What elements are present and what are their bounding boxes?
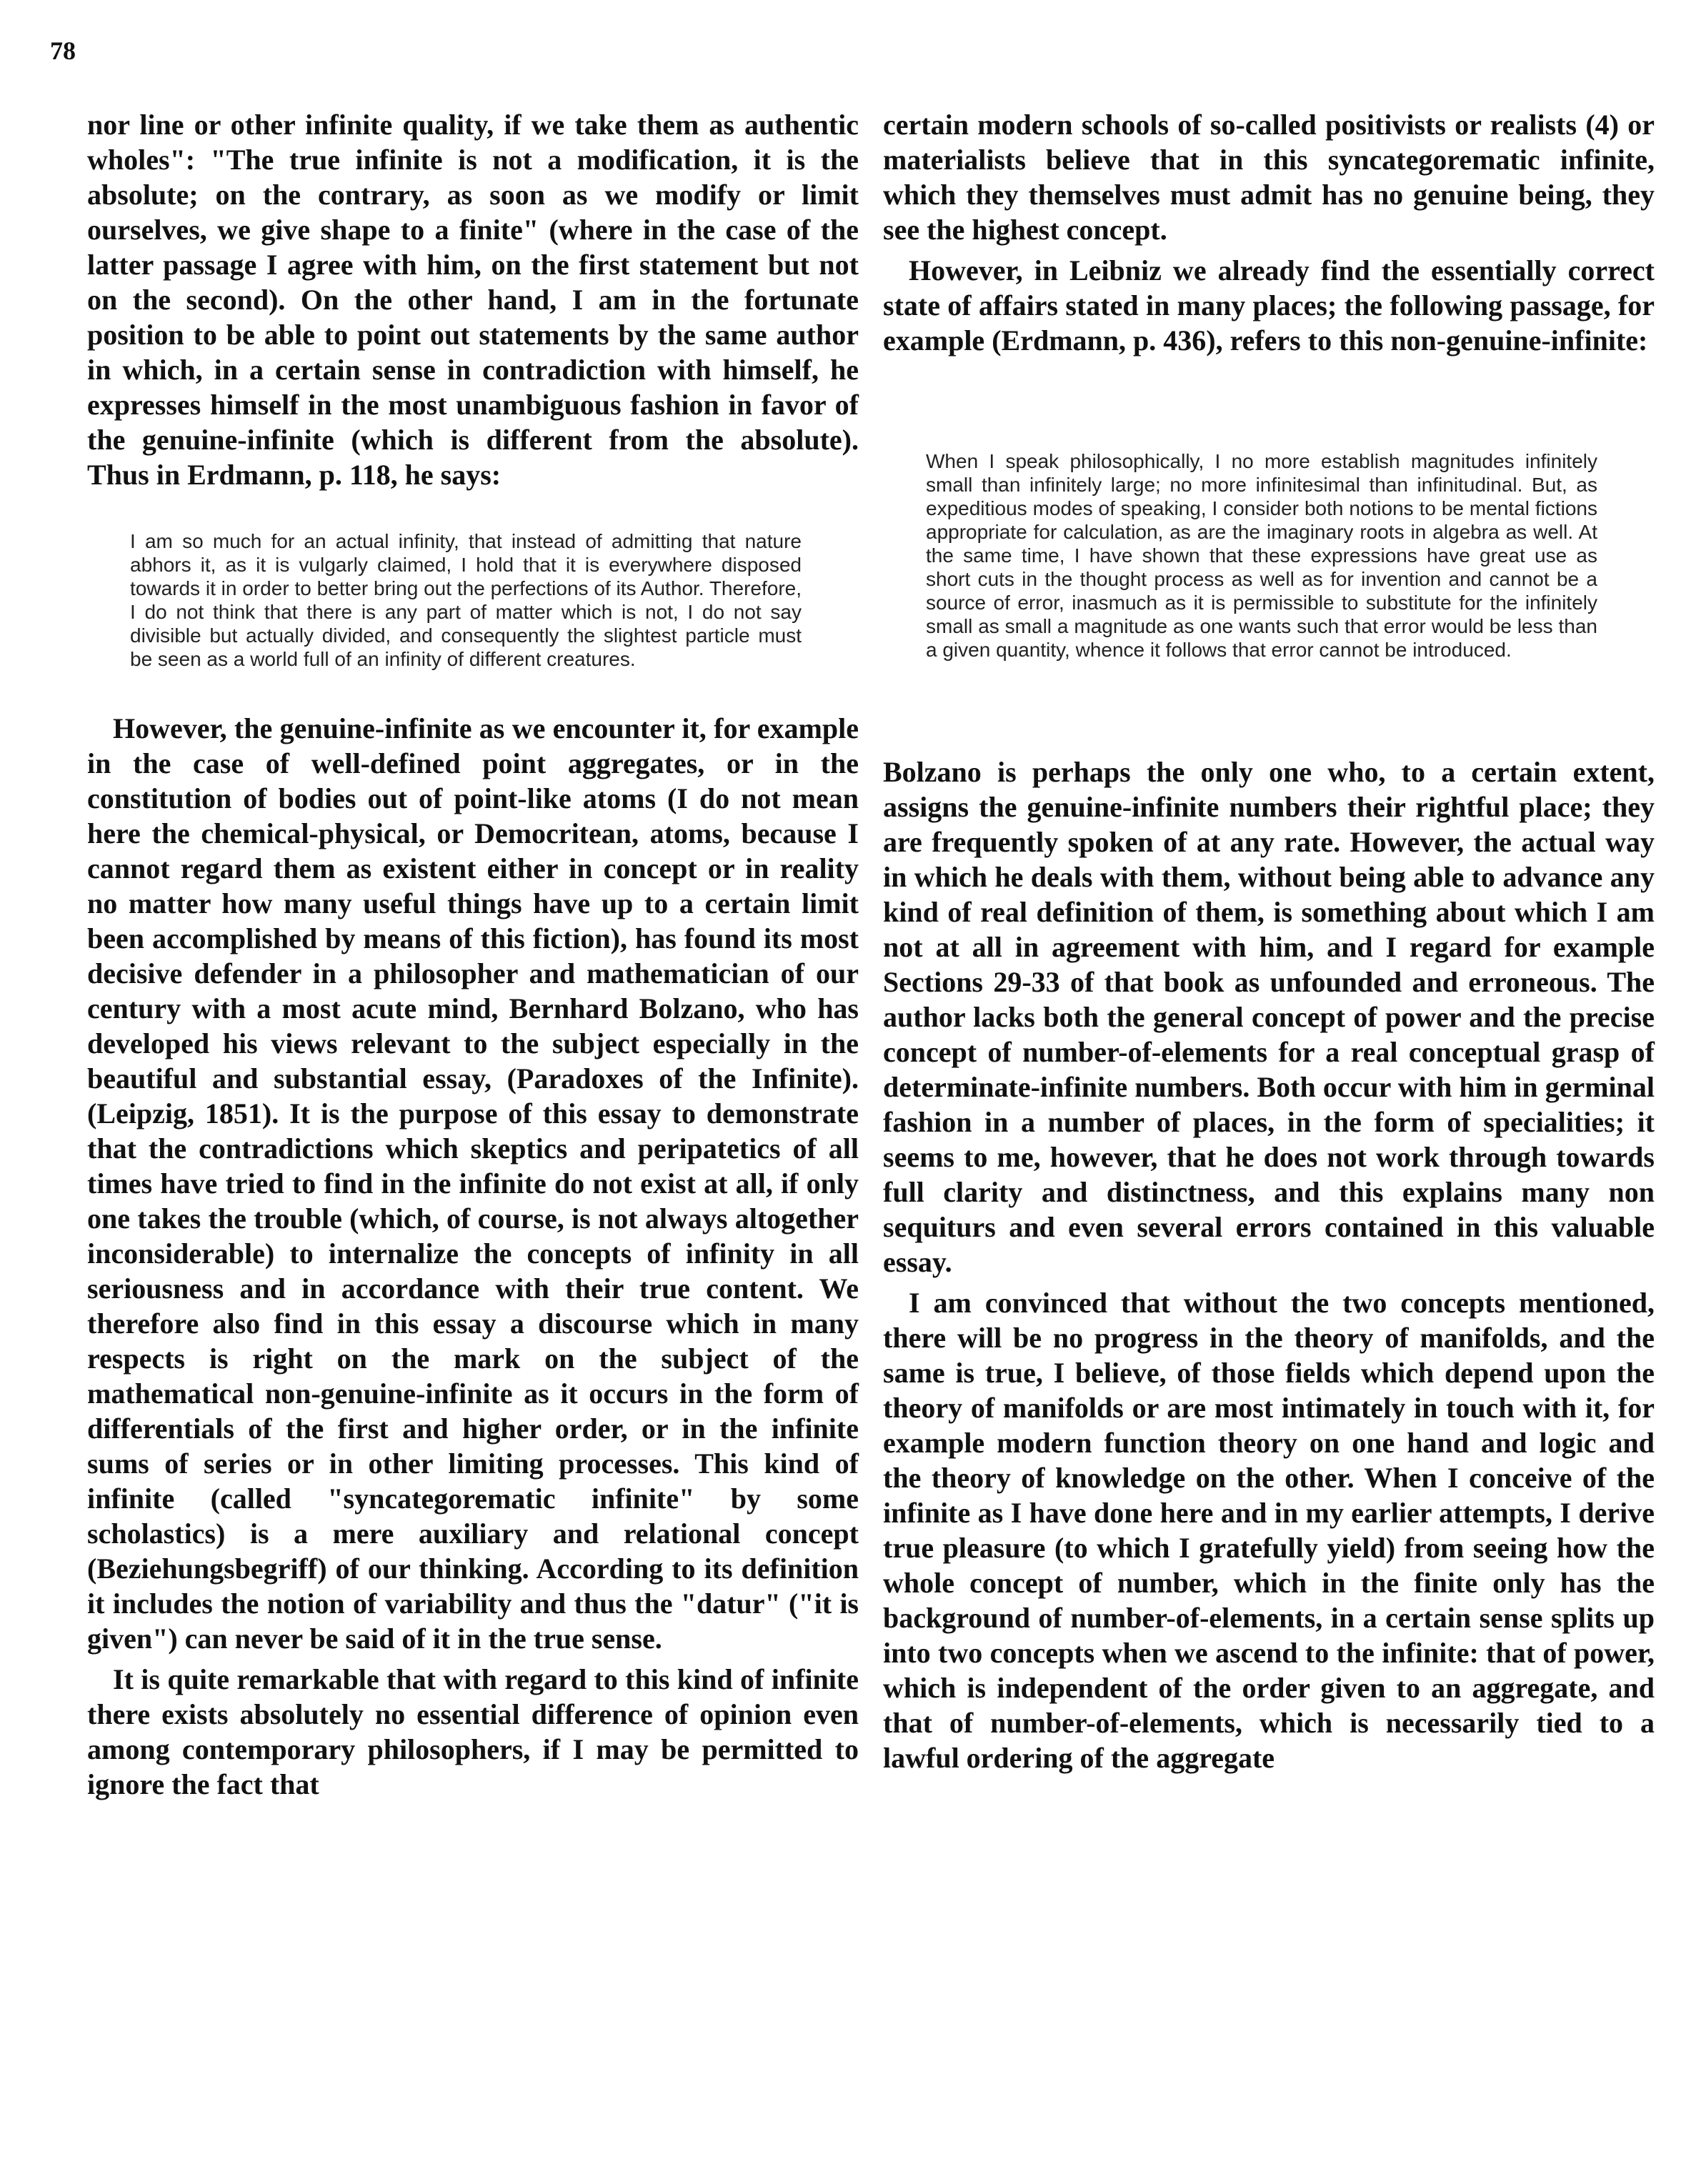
- left-block-quote: I am so much for an actual infinity, that instead of admitting that nature abhors it, as it is vulgarly claimed, I hold that it is everywhere disposed towards it in order to better bring out the perfections of its Author. Therefore, I do not think that there is any part of matter which is not, I do not say divisible but actually divided, and consequently the slightest particle must be seen as a world full of an infinity of different creatures.: [130, 530, 802, 670]
- right-paragraph-3: Bolzano is perhaps the only one who, to a certain extent, assigns the genuine-infinite numbers their rightful place; they are frequently spoken of at any rate. However, the actual way in which he deals with them, without being able to advance any kind of real definition of them, is something about which I am not at all in agreement with him, and I regard for example Sections 29-33 of that book as unfounded and erroneous. The author lacks both the general concept of power and the precise concept of number-of-elements for a real conceptual grasp of determinate-infinite numbers. Both occur with him in germinal fashion in a number of places, in the form of specialities; it seems to me, however, that he does not work through towards full clarity and distinctness, and this explains many non sequiturs and even several errors contained in this valuable essay.: [883, 756, 1655, 1278]
- left-paragraph-1: nor line or other infinite quality, if we take them as authentic wholes": "The true infinite is not a modification, it is the absolute; on the contrary, as soon as we modify or limit ourselves, we give shape to a finite" (where in the case of the latter passage I agree with him, on the first statement but not on the second). On the other hand, I am in the fortunate position to be able to point out statements by the same author in which, in a certain sense in contradiction with himself, he expresses himself in the most unambiguous fashion in favor of the genuine-infinite (which is different from the absolute). Thus in Erdmann, p. 118, he says:: [87, 109, 859, 491]
- right-column: [883, 107, 1655, 1775]
- right-paragraph-2: However, in Leibniz we already find the essentially correct state of affairs stated in many places; the following passage, for example (Erdmann, p. 436), refers to this non-genuine-infinite:: [883, 254, 1655, 356]
- page-number: 78: [50, 36, 76, 65]
- right-paragraph-4: I am convinced that without the two concepts mentioned, there will be no progress in the theory of manifolds, and the same is true, I believe, of those fields which depend upon the theory of manifolds or are most intimately in touch with it, for example modern function theory on one hand and logic and the theory of knowledge on the other. When I conceive of the infinite as I have done here and in my earlier attempts, I derive true pleasure (to which I gratefully yield) from seeing how the whole concept of number, which in the finite only has the background of number-of-elements, in a certain sense splits up into two concepts when we ascend to the infinite: that of power, which is independent of the order given to an aggregate, and that of number-of-elements, which is necessarily tied to a lawful ordering of the aggregate: [883, 1287, 1655, 1774]
- left-paragraph-3: It is quite remarkable that with regard to this kind of infinite there exists absolutely no essential difference of opinion even among contemporary philosophers, if I may be permitted to ignore the fact that: [87, 1663, 859, 1800]
- right-block-quote: When I speak philosophically, I no more establish magnitudes infinitely small than infinitely large; no more infinitesimal than infinitudinal. But, as expeditious modes of speaking, I consider both notions to be mental fictions appropriate for calculation, as are the imaginary roots in algebra as well. At the same time, I have shown that these expressions have great use as short cuts in the thought process as well as for invention and cannot be a source of error, inasmuch as it is permissible to substitute for the infinitely small as small a magnitude as one wants such that error would be less than a given quantity, whence it follows that error cannot be introduced.: [926, 450, 1597, 661]
- left-paragraph-2: However, the genuine-infinite as we encounter it, for example in the case of well-defined point aggregates, or in the constitution of bodies out of point-like atoms (I do not mean here the chemical-physical, or Democritean, atoms, because I cannot regard them as existent either in concept or in reality no matter how many useful things have up to a certain limit been accomplished by means of this fiction), has found its most decisive defender in a philosopher and mathematician of our century with a most acute mind, Bernhard Bolzano, who has developed his views relevant to the subject especially in the beautiful and substantial essay, (Paradoxes of the Infinite). (Leipzig, 1851). It is the purpose of this essay to demonstrate that the contradictions which skeptics and peripatetics of all times have tried to find in the infinite do not exist at all, if only one takes the trouble (which, of course, is not always altogether inconsiderable) to internalize the concepts of infinity in all seriousness and in accordance with their true content. We therefore also find in this essay a discourse which in many respects is right on the mark on the subject of the mathematical non-genuine-infinite as it occurs in the form of differentials of the first and higher order, or in the infinite sums of series or in other limiting processes. This kind of infinite (called "syncategorematic infinite" by some scholastics) is a mere auxiliary and relational concept (Beziehungsbegriff) of our thinking. According to its definition it includes the notion of variability and thus the "datur" ("it is given") can never be said of it in the true sense.: [87, 712, 859, 1655]
- left-column: [87, 107, 859, 1802]
- right-paragraph-1: certain modern schools of so-called positivists or realists (4) or materialists believe that in this syncategorematic infinite, which they themselves must admit has no genuine being, they see the highest concept.: [883, 109, 1655, 246]
